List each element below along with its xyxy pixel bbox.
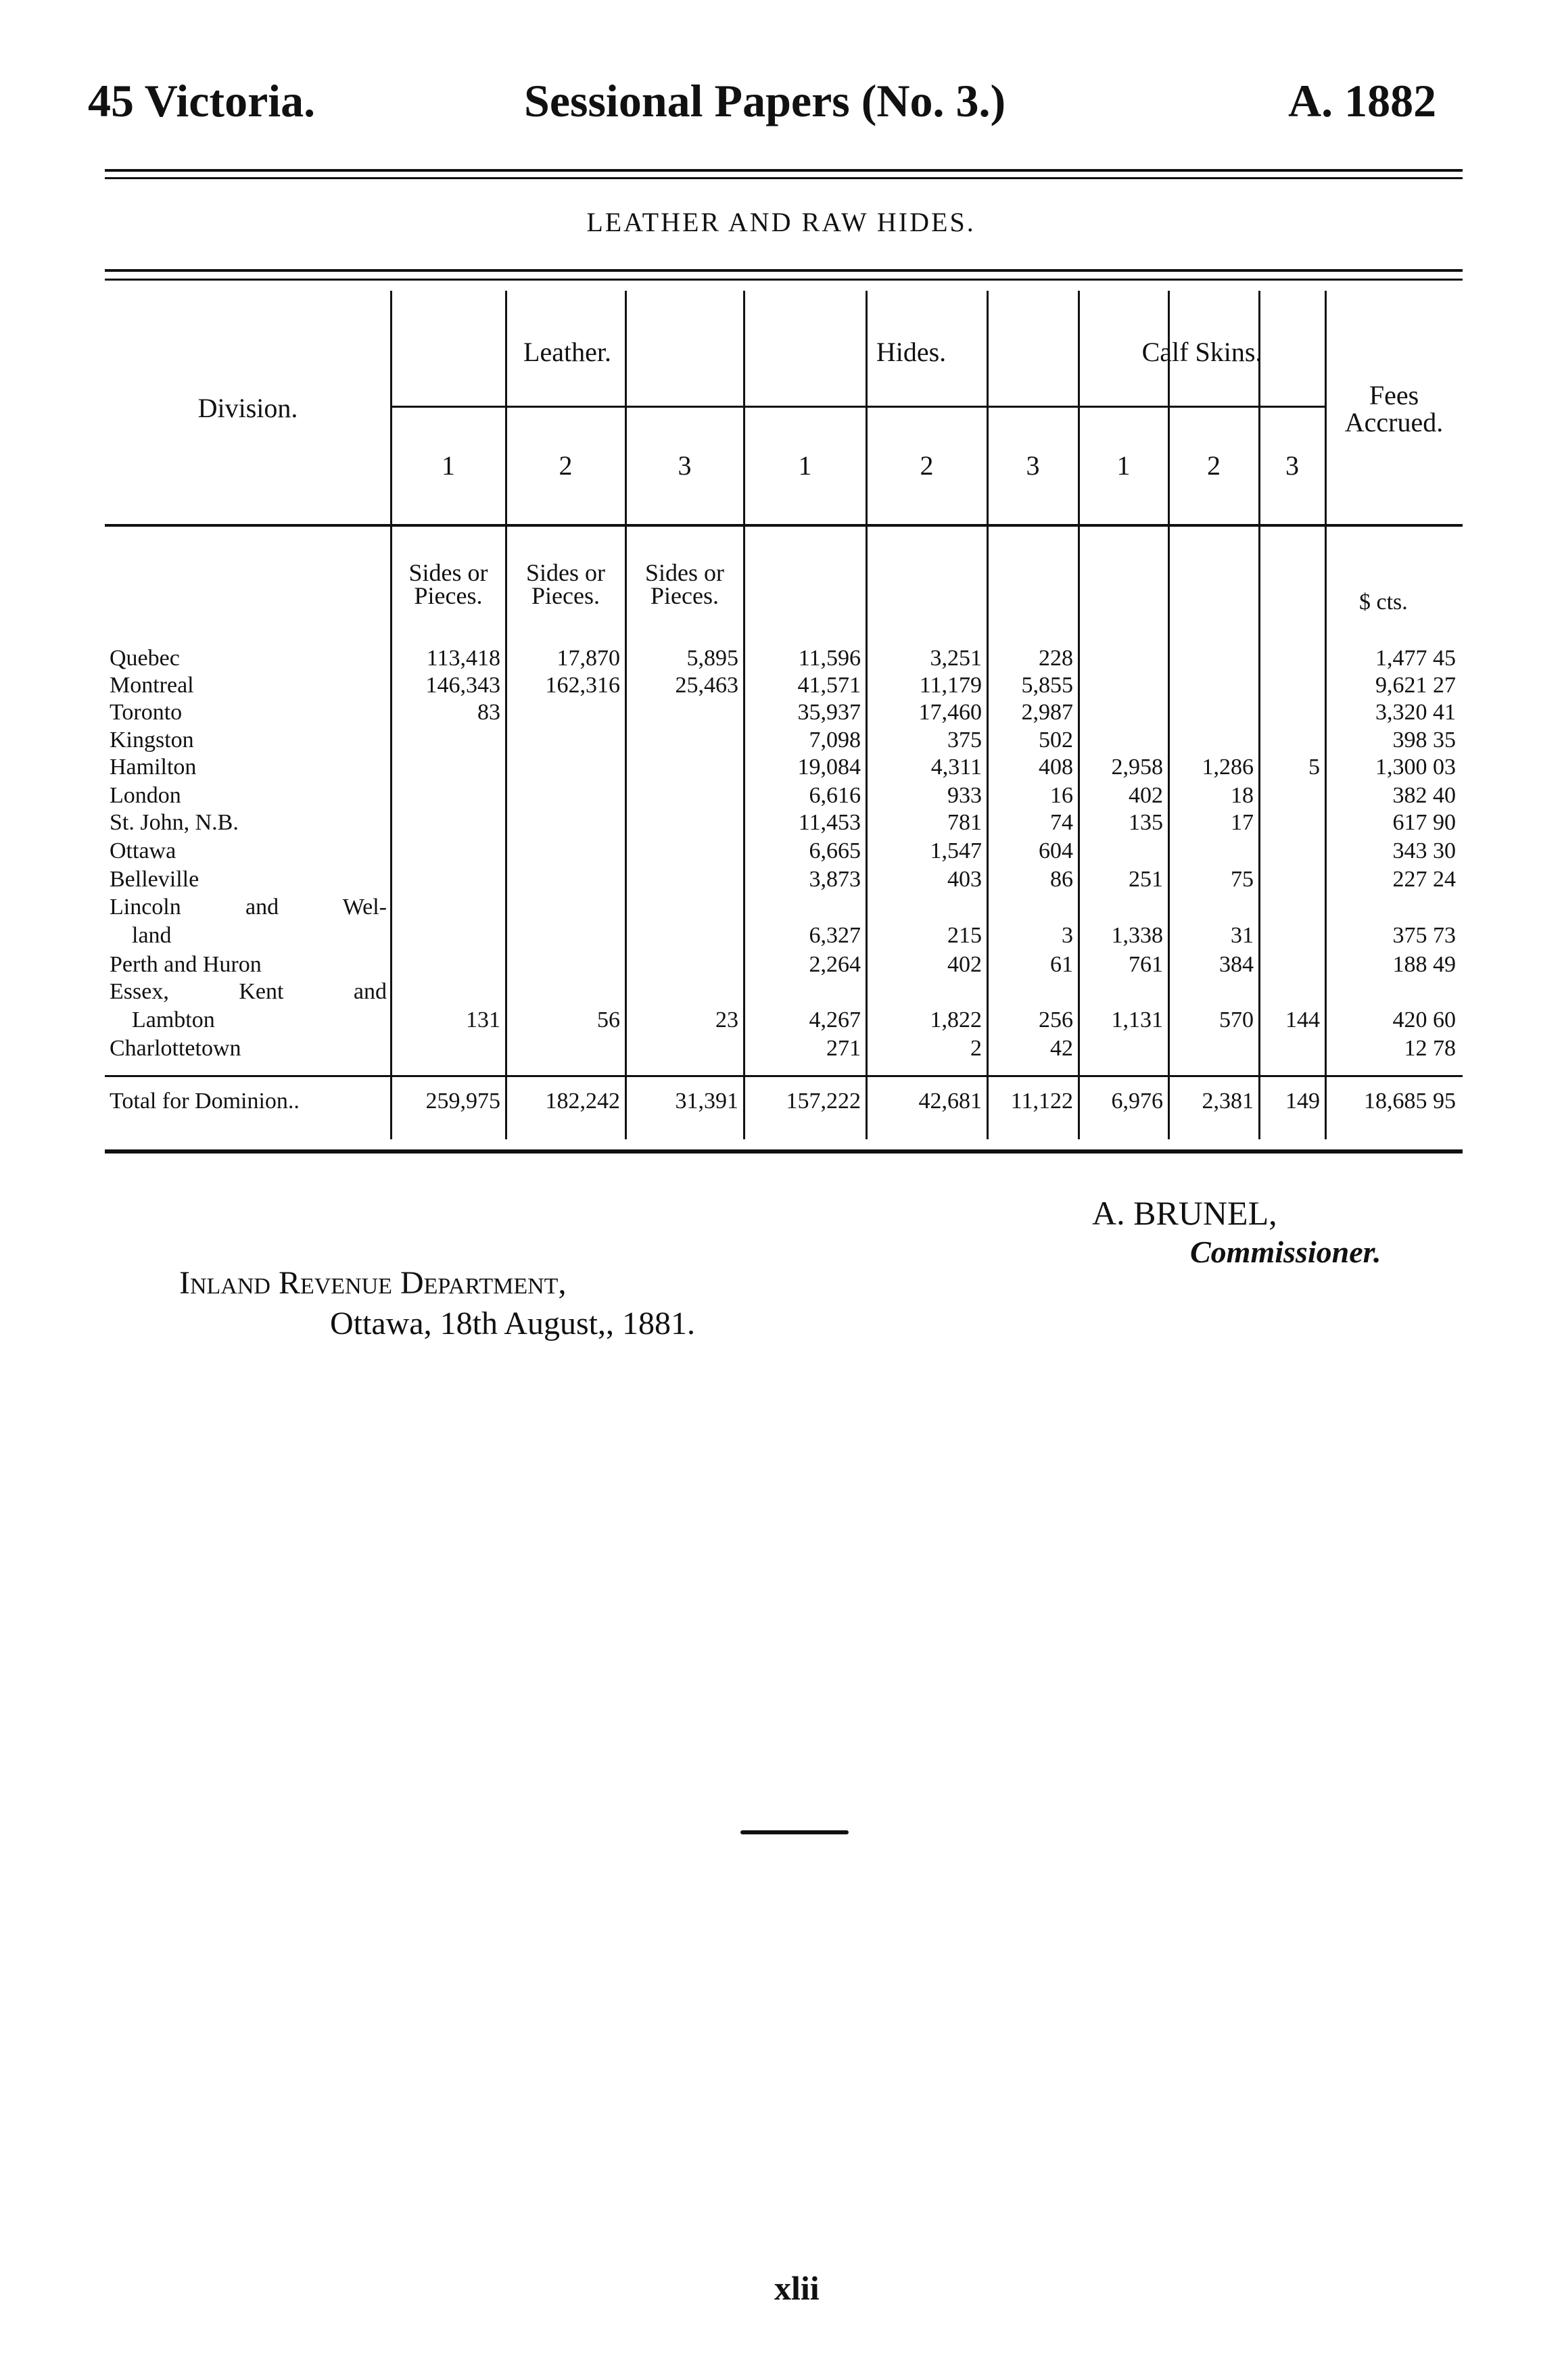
sub-header-5: 2 bbox=[920, 450, 934, 481]
fees-cell: 375 73 bbox=[1392, 923, 1456, 948]
table-cell: 11,453 bbox=[798, 810, 861, 835]
table-cell: 375 bbox=[947, 728, 982, 753]
title-rule-top bbox=[105, 269, 1463, 272]
table-cell: 11,179 bbox=[919, 673, 982, 698]
table-cell: 23 bbox=[715, 1007, 738, 1032]
table-cell: 83 bbox=[477, 700, 500, 725]
division-name: Quebec bbox=[110, 646, 180, 671]
table-cell: 17 bbox=[1231, 810, 1254, 835]
table-cell: 5 bbox=[1308, 755, 1320, 780]
total-cell: 42,681 bbox=[918, 1089, 982, 1114]
table-cell: 19,084 bbox=[797, 755, 861, 780]
division-name: Toronto bbox=[110, 700, 183, 725]
total-fees-cell: 18,685 95 bbox=[1364, 1089, 1456, 1114]
signature-title: Commissioner. bbox=[1190, 1235, 1381, 1269]
end-ornament bbox=[740, 1830, 849, 1834]
table-cell: 604 bbox=[1039, 838, 1073, 863]
table-cell: 131 bbox=[466, 1007, 500, 1032]
sub-header-7: 1 bbox=[1116, 450, 1131, 481]
total-cell: 182,242 bbox=[545, 1089, 620, 1114]
table-cell: 86 bbox=[1050, 867, 1073, 892]
table-cell: 3 bbox=[1062, 923, 1073, 948]
header-rule-top bbox=[105, 169, 1463, 172]
table-cell: 16 bbox=[1050, 783, 1073, 808]
table-cell: 1,822 bbox=[930, 1007, 982, 1032]
department-name: Inland Revenue Department, bbox=[179, 1265, 567, 1301]
table-cell: 2 bbox=[970, 1036, 982, 1061]
table-cell: 35,937 bbox=[797, 700, 861, 725]
fees-cell: 9,621 27 bbox=[1375, 673, 1456, 698]
fees-cell: 420 60 bbox=[1392, 1007, 1456, 1032]
table-cell: 402 bbox=[947, 952, 982, 977]
table-cell: 7,098 bbox=[809, 728, 861, 753]
department-place-date: Ottawa, 18th August,, 1881. bbox=[330, 1306, 695, 1341]
table-cell: 2,264 bbox=[809, 952, 861, 977]
table-cell: 2,958 bbox=[1111, 755, 1163, 780]
hides-header: Hides. bbox=[876, 337, 947, 367]
table-cell: 1,338 bbox=[1111, 923, 1163, 948]
header-separator-rule bbox=[392, 406, 1325, 408]
fees-cell: 398 35 bbox=[1392, 728, 1456, 753]
table-cell: 74 bbox=[1050, 810, 1073, 835]
table-cell: 135 bbox=[1129, 810, 1163, 835]
header-rule-bottom bbox=[105, 177, 1463, 179]
fees-cell: 617 90 bbox=[1392, 810, 1456, 835]
division-name: land bbox=[132, 923, 172, 948]
table-cell: 17,460 bbox=[918, 700, 982, 725]
fees-cell: 3,320 41 bbox=[1375, 700, 1456, 725]
table-cell: 31 bbox=[1231, 923, 1254, 948]
calf-skins-header: Calf Skins. bbox=[1141, 337, 1262, 367]
sub-header-6: 3 bbox=[1026, 450, 1040, 481]
fees-cell: 188 49 bbox=[1392, 952, 1456, 977]
table-cell: 761 bbox=[1129, 952, 1163, 977]
table-cell: 403 bbox=[947, 867, 982, 892]
total-cell: 11,122 bbox=[1010, 1089, 1073, 1114]
head-bottom-rule bbox=[105, 524, 1463, 527]
table-cell: 144 bbox=[1285, 1007, 1320, 1032]
table-cell: 41,571 bbox=[797, 673, 861, 698]
fees-cell: 382 40 bbox=[1392, 783, 1456, 808]
table-cell: 25,463 bbox=[675, 673, 738, 698]
total-cell: 259,975 bbox=[425, 1089, 500, 1114]
sub-header-8: 2 bbox=[1207, 450, 1221, 481]
table-bottom-rule bbox=[105, 1149, 1463, 1153]
sub-header-4: 1 bbox=[798, 450, 812, 481]
table-cell: 228 bbox=[1039, 646, 1073, 671]
units-label-1: Sides or Pieces. bbox=[408, 559, 488, 609]
table-cell: 6,665 bbox=[809, 838, 861, 863]
division-name: Charlottetown bbox=[110, 1036, 241, 1061]
fees-cell: 343 30 bbox=[1392, 838, 1456, 863]
table-cell: 11,596 bbox=[798, 646, 861, 671]
division-name: Perth and Huron bbox=[110, 952, 262, 977]
table-cell: 42 bbox=[1050, 1036, 1073, 1061]
sub-header-2: 2 bbox=[559, 450, 573, 481]
table-cell: 502 bbox=[1039, 728, 1073, 753]
title-rule-bottom bbox=[105, 279, 1463, 281]
signature-name: A. BRUNEL, bbox=[1092, 1194, 1277, 1232]
table-cell: 1,131 bbox=[1111, 1007, 1163, 1032]
table-cell: 251 bbox=[1129, 867, 1163, 892]
table-cell: 1,547 bbox=[930, 838, 982, 863]
division-name: Lambton bbox=[132, 1007, 215, 1032]
table-cell: 56 bbox=[597, 1007, 620, 1032]
division-name: Montreal bbox=[110, 673, 194, 698]
total-cell: 149 bbox=[1285, 1089, 1320, 1114]
table-cell: 75 bbox=[1231, 867, 1254, 892]
table-cell: 17,870 bbox=[557, 646, 620, 671]
division-name: St. John, N.B. bbox=[110, 810, 239, 835]
table-cell: 18 bbox=[1231, 783, 1254, 808]
sub-header-1: 1 bbox=[442, 450, 455, 481]
sub-header-3: 3 bbox=[678, 450, 692, 481]
header-series: Sessional Papers (No. 3.) bbox=[524, 75, 1006, 126]
division-name: London bbox=[110, 783, 181, 808]
table-cell: 1,286 bbox=[1202, 755, 1254, 780]
division-name: Ottawa bbox=[110, 838, 176, 863]
table-cell: 61 bbox=[1050, 952, 1073, 977]
division-name-line1: Essex, Kent and bbox=[110, 979, 387, 1004]
division-name-line1: Lincoln and Wel- bbox=[110, 895, 387, 920]
header-year: A. 1882 bbox=[1288, 75, 1437, 126]
table-cell: 5,895 bbox=[686, 646, 738, 671]
header-volume: 45 Victoria. bbox=[88, 75, 316, 126]
total-cell: 2,381 bbox=[1202, 1089, 1254, 1114]
division-name: Kingston bbox=[110, 728, 194, 753]
table-cell: 271 bbox=[826, 1036, 861, 1061]
table-cell: 2,987 bbox=[1021, 700, 1073, 725]
table-cell: 6,616 bbox=[809, 783, 861, 808]
table-cell: 146,343 bbox=[425, 673, 500, 698]
table-cell: 3,873 bbox=[809, 867, 861, 892]
page-title: LEATHER AND RAW HIDES. bbox=[586, 207, 976, 237]
table-cell: 570 bbox=[1219, 1007, 1254, 1032]
division-header: Division. bbox=[197, 393, 298, 423]
currency-label: $ cts. bbox=[1359, 590, 1408, 615]
fees-cell: 1,477 45 bbox=[1375, 646, 1456, 671]
table-cell: 402 bbox=[1129, 783, 1163, 808]
table-cell: 215 bbox=[947, 923, 982, 948]
fees-cell: 12 78 bbox=[1404, 1036, 1456, 1061]
table-cell: 3,251 bbox=[930, 646, 982, 671]
table-cell: 4,311 bbox=[930, 755, 982, 780]
total-label: Total for Dominion.. bbox=[110, 1089, 300, 1114]
total-top-rule bbox=[105, 1075, 1463, 1077]
table-cell: 113,418 bbox=[426, 646, 500, 671]
table-cell: 408 bbox=[1039, 755, 1073, 780]
division-name: Hamilton bbox=[110, 755, 197, 780]
total-cell: 31,391 bbox=[675, 1089, 738, 1114]
units-label-3: Sides or Pieces. bbox=[645, 559, 724, 609]
total-cell: 157,222 bbox=[786, 1089, 861, 1114]
table-cell: 5,855 bbox=[1021, 673, 1073, 698]
division-name: Belleville bbox=[110, 867, 199, 892]
table-cell: 256 bbox=[1039, 1007, 1073, 1032]
page-number: xlii bbox=[774, 2269, 820, 2307]
table-cell: 6,327 bbox=[809, 923, 861, 948]
sub-header-9: 3 bbox=[1285, 450, 1299, 481]
table-cell: 933 bbox=[947, 783, 982, 808]
fees-header: Fees Accrued. bbox=[1344, 380, 1444, 437]
table-cell: 162,316 bbox=[545, 673, 620, 698]
table-cell: 4,267 bbox=[809, 1007, 861, 1032]
leather-header: Leather. bbox=[523, 337, 611, 367]
units-label-2: Sides or Pieces. bbox=[526, 559, 605, 609]
fees-cell: 227 24 bbox=[1392, 867, 1456, 892]
table-cell: 781 bbox=[947, 810, 982, 835]
fees-cell: 1,300 03 bbox=[1375, 755, 1456, 780]
total-cell: 6,976 bbox=[1111, 1089, 1163, 1114]
table-cell: 384 bbox=[1219, 952, 1254, 977]
